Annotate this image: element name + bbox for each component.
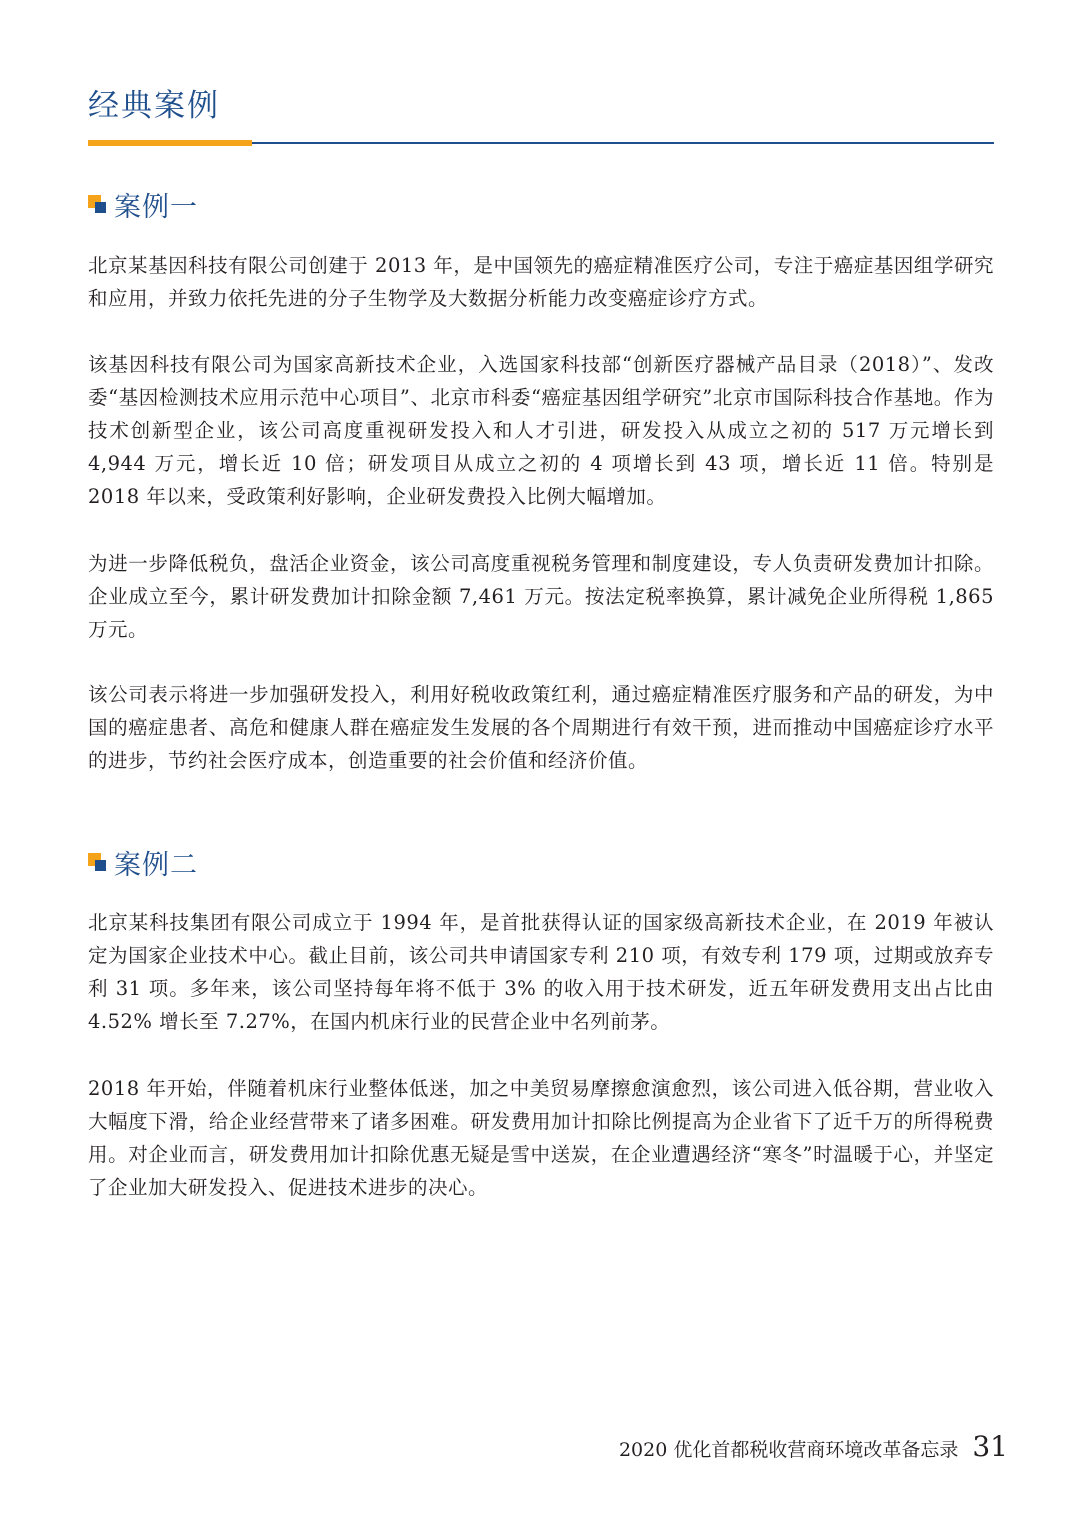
- case2-heading-label: 案例二: [114, 849, 198, 881]
- case1-heading: [88, 184, 198, 224]
- footer-publication-title: 2020 优化首都税收营商环境改革备忘录: [618, 1439, 959, 1461]
- title-divider: [88, 140, 994, 146]
- case1-paragraph-2: 该基因科技有限公司为国家高新技术企业，入选国家科技部“创新医疗器械产品目录（2018）”、发改委“基因检测技术应用示范中心项目”、北京市科委“癌症基因组学研究”北京市国际科技合作基地。作为技术创新型企业，该公司高度重视研发投入和人才引进，研发投入从成立之初的 517 万元增长到 4,944 万元，增长近 10 倍；研发项目从成立之初的 4 项增长到 43 项，增长近 11 倍。特别是 2018 年以来，受政策利好影响，企业研发费投入比例大幅增加。: [88, 353, 994, 508]
- title-divider-accent: [88, 140, 252, 146]
- page-title: 经典案例: [88, 88, 220, 124]
- case1-paragraph-1: 北京某基因科技有限公司创建于 2013 年，是中国领先的癌症精准医疗公司，专注于癌症基因组学研究和应用，并致力依托先进的分子生物学及大数据分析能力改变癌症诊疗方式。: [88, 254, 994, 310]
- square-bullet-icon: [88, 195, 108, 215]
- page-footer: [619, 1430, 1008, 1463]
- case2-paragraph-2: 2018 年开始，伴随着机床行业整体低迷，加之中美贸易摩擦愈演愈烈，该公司进入低谷期，营业收入大幅度下滑，给企业经营带来了诸多困难。研发费用加计扣除比例提高为企业省下了近千万的所得税费用。对企业而言，研发费用加计扣除优惠无疑是雪中送炭，在企业遭遇经济“寒冬”时温暖于心，并坚定了企业加大研发投入、促进技术进步的决心。: [88, 1077, 994, 1199]
- square-bullet-icon: [88, 853, 108, 873]
- case1-heading-label: 案例一: [114, 191, 198, 223]
- case1-paragraph-4: 该公司表示将进一步加强研发投入，利用好税收政策红利，通过癌症精准医疗服务和产品的研发，为中国的癌症患者、高危和健康人群在癌症发生发展的各个周期进行有效干预，进而推动中国癌症诊疗水平的进步，节约社会医疗成本，创造重要的社会价值和经济价值。: [88, 683, 994, 772]
- page-number: 31: [972, 1430, 1008, 1463]
- case2-paragraph-1: 北京某科技集团有限公司成立于 1994 年，是首批获得认证的国家级高新技术企业，在 2019 年被认定为国家企业技术中心。截止目前，该公司共申请国家专利 210 项，有效专利 179 项，过期或放弃专利 31 项。多年来，该公司坚持每年将不低于 3% 的收入用于技术研发，近五年研发费用支出占比由 4.52% 增长至 7.27%，在国内机床行业的民营企业中名列前茅。: [88, 911, 994, 1033]
- title-divider-line: [252, 142, 994, 144]
- case1-paragraph-3: 为进一步降低税负，盘活企业资金，该公司高度重视税务管理和制度建设，专人负责研发费加计扣除。企业成立至今，累计研发费加计扣除金额 7,461 万元。按法定税率换算，累计减免企业所得税 1,865 万元。: [88, 552, 994, 641]
- case2-heading: [88, 842, 198, 882]
